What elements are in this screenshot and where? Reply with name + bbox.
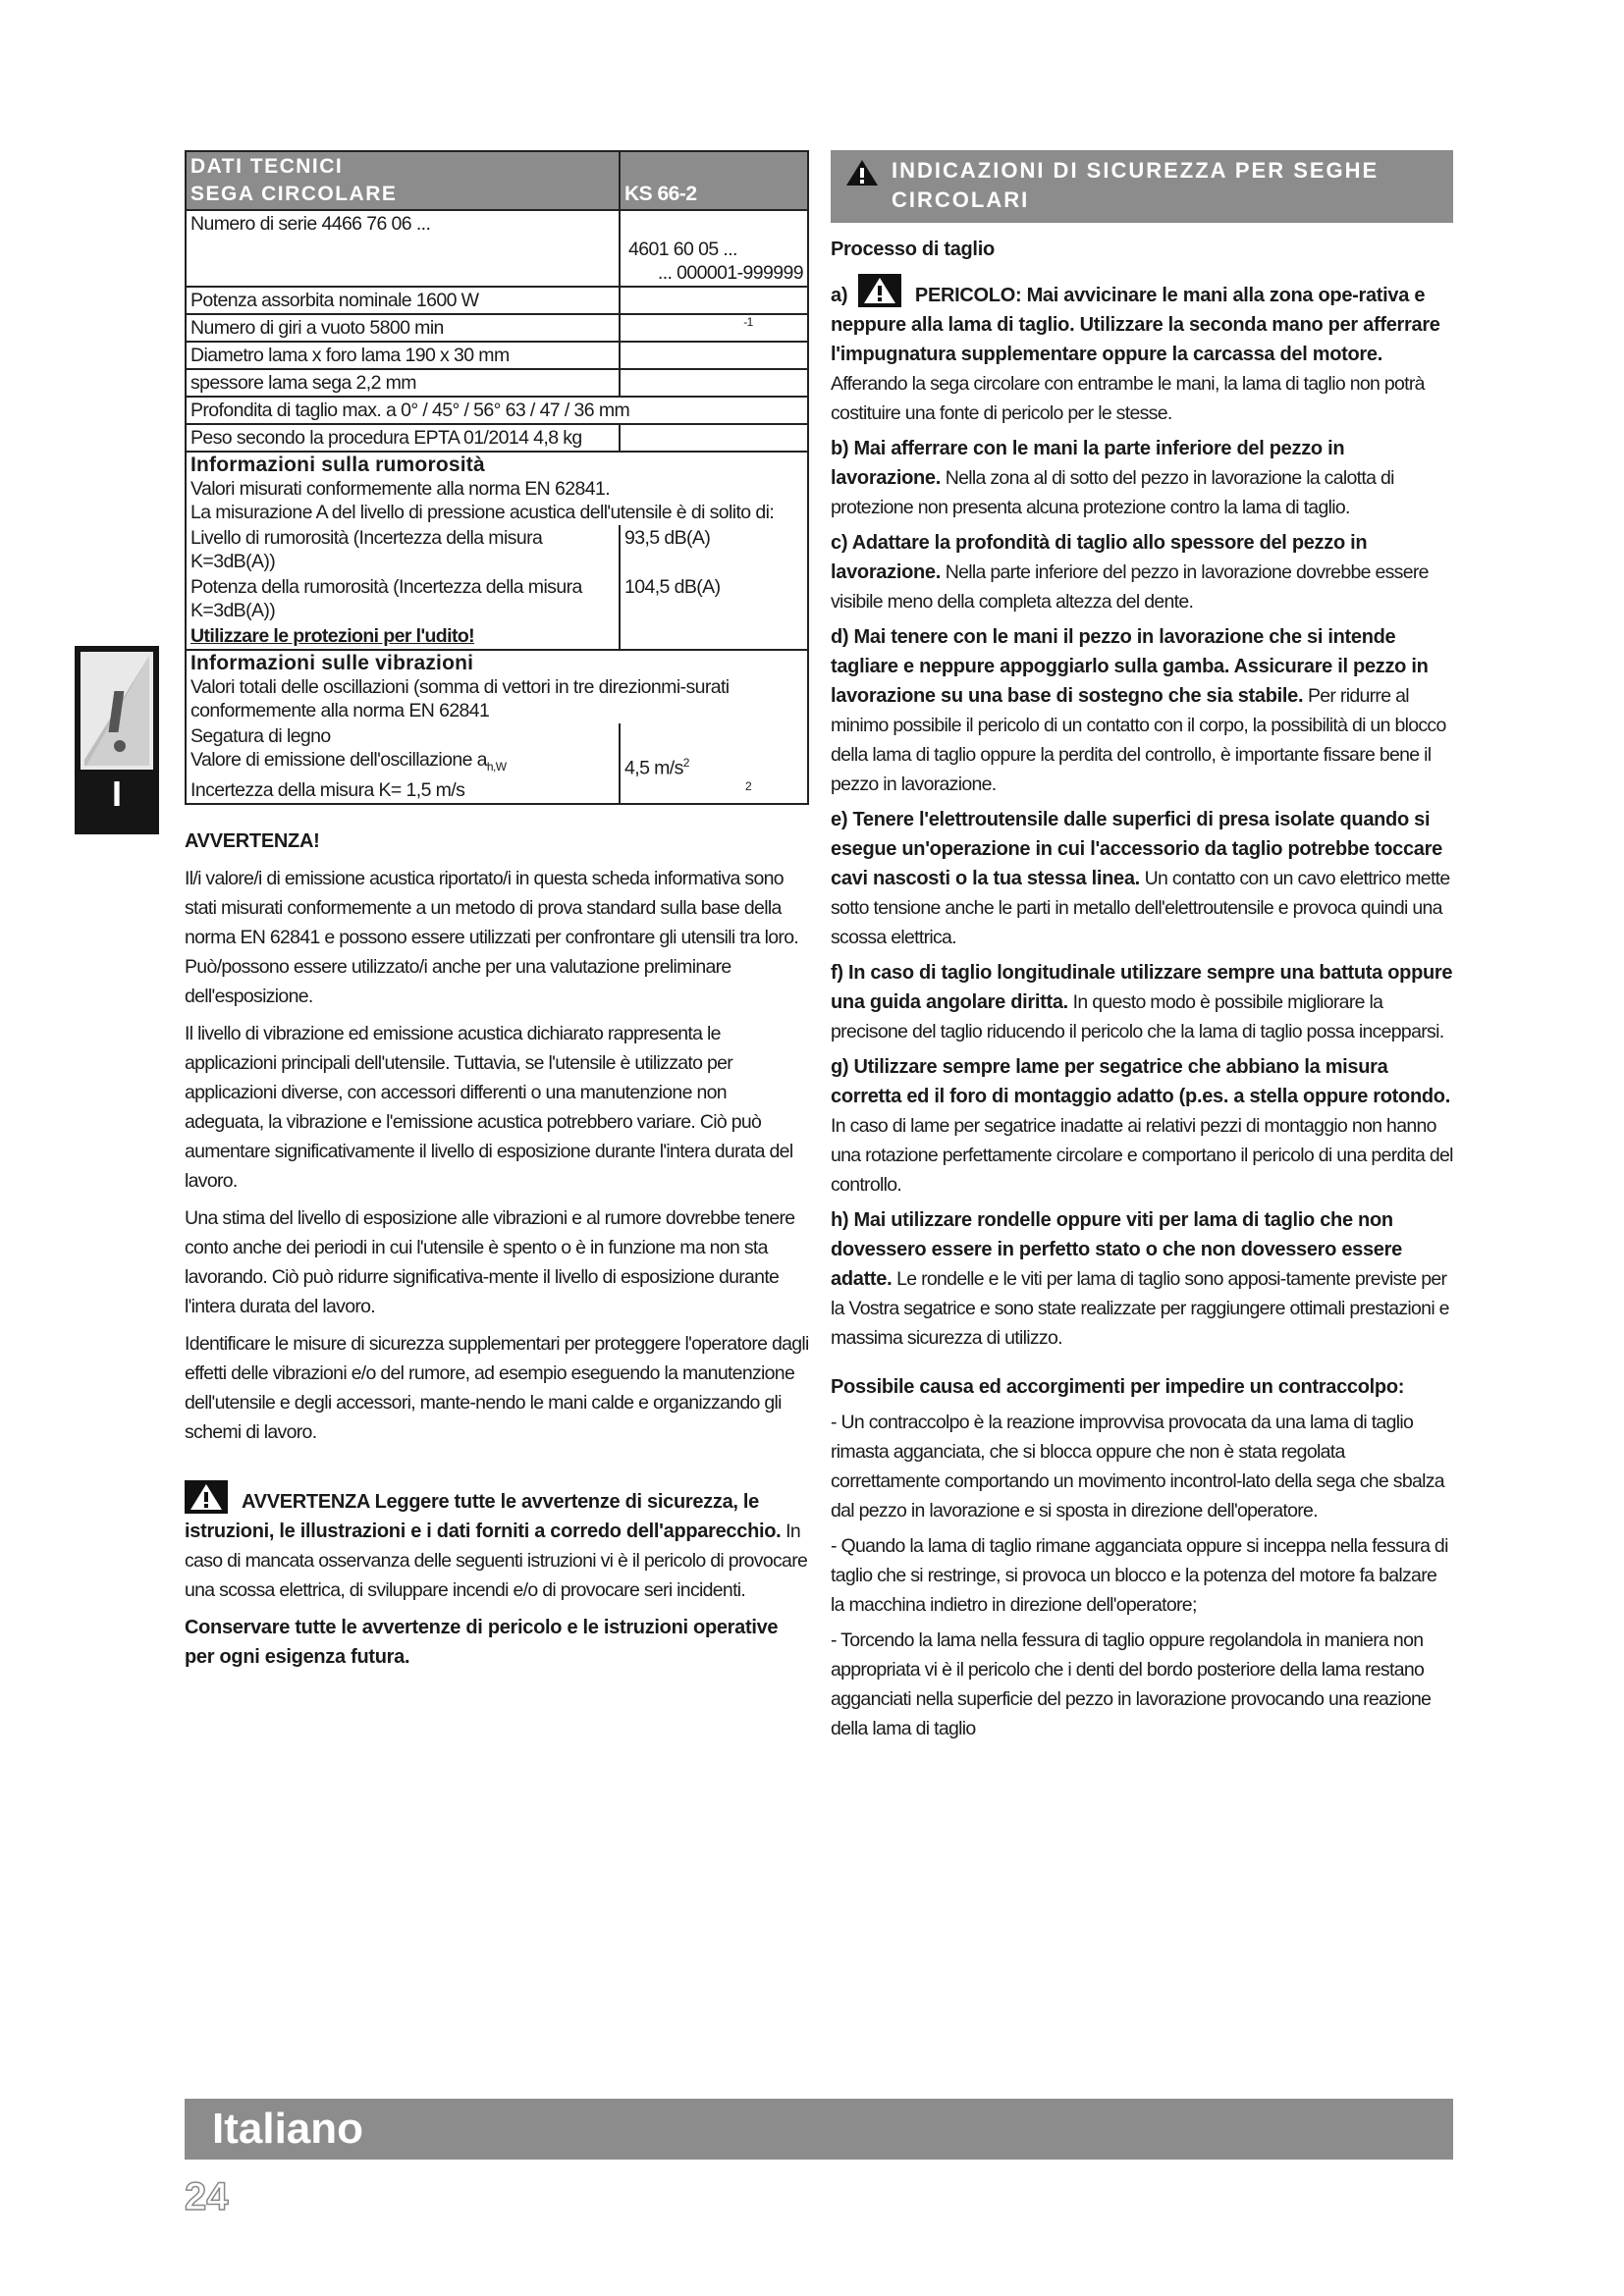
general-warning-bold: AVVERTENZA Leggere tutte le avvertenze di sicurezza, le istruzioni, le illustrazioni e i dati forniti a corredo dell'apparecchio. (185, 1490, 782, 1542)
footer-language: Italiano (212, 2105, 364, 2153)
uncertainty-label: Incertezza della misura K= 1,5 m/s (190, 778, 465, 801)
noise-section (186, 452, 808, 525)
paragraph: Identificare le misure di sicurezza supplementari per proteggere l'operatore dagli effetti delle vibrazioni e/o del rumore, ad esempio eseguendo la manutenzione dell'utensile e degli accessori, mante-nendo le mani calde e organizzando gli schemi di lavoro. (185, 1332, 809, 1443)
emission-label (190, 748, 615, 778)
noise-title: Informazioni sulla rumorosità (190, 454, 485, 476)
language-code: I (111, 774, 122, 814)
kickback-item: - Un contraccolpo è la reazione improvvisa provocata da una lama di taglio rimasta agganciata, che si blocca oppure che non è stata regolata correttamente comportando un movimento incontrol-lato della sega che sbalza dal pezzo in lavorazione e si sposta in direzione dell'operatore. (831, 1412, 1444, 1522)
left-column (185, 150, 809, 1680)
row-label: Diametro lama x foro lama 190 x 30 mm (186, 342, 620, 369)
serial-value (620, 210, 808, 287)
table-row (186, 723, 808, 804)
serial-value-2: ... 000001-999999 (657, 262, 803, 284)
vibration-values-labels (186, 723, 620, 804)
rule-c-bold: c) Adattare la profondità di taglio allo spessore del pezzo in lavorazione. (831, 532, 1368, 583)
table-title-line-2: SEGA CIRCOLARE (190, 183, 398, 205)
row-label: Peso secondo la procedura EPTA 01/2014 4,8 kg (186, 424, 620, 452)
table-title-line-1: DATI TECNICI (190, 155, 344, 178)
rule-g-text: In caso di lame per segatrice inadatte ai relativi pezzi di montaggio non hanno una rotazione perfettamente circolare e comportano il pericolo di una perdita del controllo. (831, 1115, 1453, 1196)
footer-language-bar (185, 2099, 1453, 2160)
noise-text-1: Valori misurati conformemente alla norma EN 62841. (190, 478, 611, 500)
rule-a-bold: PERICOLO: Mai avvicinare le mani alla zona ope-rativa e neppure alla lama di taglio. Utilizzare la seconda mano per afferrare l'impugnatura supplementare oppure la carcassa del motore. (831, 285, 1440, 365)
noise-text-2: La misurazione A del livello di pressione acustica dell'utensile è di solito di: (190, 502, 775, 523)
row-value (620, 424, 808, 452)
technical-data-table (185, 150, 809, 805)
paragraph: Una stima del livello di esposizione alle vibrazioni e al rumore dovrebbe tenere conto anche dei periodi in cui l'utensile è spento o è in funzione ma non sta lavorando. Ciò può ridurre significativa-mente il livello di esposizione durante l'intera durata del lavoro. (185, 1206, 795, 1317)
rule-f-bold: f) In caso di taglio longitudinale utilizzare sempre una battuta oppure una guida angolare diritta. (831, 962, 1453, 1013)
language-side-tab (75, 646, 159, 834)
rule-g (831, 1052, 1453, 1200)
table-row (186, 623, 808, 650)
vibration-values (620, 723, 808, 804)
emission-value: 4,5 m/s (624, 757, 683, 779)
noise-info (186, 452, 808, 525)
rule-a (831, 274, 1453, 428)
table-title (186, 151, 620, 210)
warning-icon (858, 274, 901, 307)
kickback-item: - Torcendo la lama nella fessura di taglio oppure regolandola in maniera non appropriata vi è il pericolo che i denti del bordo posteriore della lama restano agganciati nella superficie del pezzo in lavorazione provocando una reazione della lama di taglio (831, 1629, 1432, 1739)
model-name: KS 66-2 (620, 151, 808, 210)
rule-h-bold: h) Mai utilizzare rondelle oppure viti per lama di taglio che non dovessero essere in perfetto stato o che non dovessero essere adatte. (831, 1209, 1402, 1290)
vibration-section (186, 650, 808, 723)
row-label: Profondita di taglio max. a 0° / 45° / 56° 63 / 47 / 36 mm (186, 397, 808, 424)
row-label: Numero di giri a vuoto 5800 min (186, 314, 620, 342)
rule-b (831, 434, 1453, 522)
rule-c-text: Nella parte inferiore del pezzo in lavorazione dovrebbe essere visibile meno della completa altezza del dente. (831, 561, 1429, 613)
rule-b-text: Nella zona al di sotto del pezzo in lavorazione la calotta di protezione non presenta alcuna protezione contro la lama di taglio. (831, 467, 1394, 518)
emission-superscript: 2 (682, 756, 689, 770)
right-column (831, 150, 1453, 1749)
table-header-row (186, 151, 808, 210)
page-number: 24 (185, 2175, 229, 2218)
rule-f (831, 958, 1453, 1046)
rule-d (831, 622, 1453, 799)
paragraph: Il/i valore/i di emissione acustica riportato/i in questa scheda informativa sono stati misurati conformemente a un metodo di prova standard sulla base della norma EN 62841 e possono essere utilizzati per confrontare gli utensili tra loro. Può/possono essere utilizzato/i anche per una valutazione preliminare dell'esposizione. (185, 867, 799, 1007)
serial-value-1: 4601 60 05 ... (628, 239, 737, 260)
safety-header-title: INDICAZIONI DI SICUREZZA PER SEGHE CIRCOLARI (892, 158, 1380, 212)
kickback-item: - Quando la lama di taglio rimane agganciata oppure si inceppa nella fessura di taglio che si restringe, si provoca un blocco e la potenza del motore fa balzare la macchina indietro in direzione dell'operatore; (831, 1535, 1448, 1616)
rule-h (831, 1205, 1453, 1353)
rule-g-bold: g) Utilizzare sempre lame per segatrice che abbiano la misura corretta ed il foro di montaggio adatto (p.es. a stella oppure rotondo. (831, 1056, 1450, 1107)
table-row (186, 424, 808, 452)
rule-h-text: Le rondelle e le viti per lama di taglio sono apposi-tamente previste per la Vostra segatrice e sono state realizzate per raggiungere ottimali prestazioni e massima sicurezza di utilizzo. (831, 1268, 1449, 1349)
rule-e-text: Un contatto con un cavo elettrico mette sotto tensione anche le parti in metallo dell'elettroutensile e provoca quindi una scossa elettrica. (831, 868, 1450, 948)
vibration-info (186, 650, 808, 723)
emission-label-text: Valore di emissione dell'oscillazione a (190, 749, 487, 771)
row-label: Potenza assorbita nominale 1600 W (186, 287, 620, 314)
noise-power-label: Potenza della rumorosità (Incertezza della misura K=3dB(A)) (186, 574, 620, 623)
row-value (620, 314, 808, 342)
row-value (620, 369, 808, 397)
safety-header (831, 150, 1453, 223)
rule-b-bold: b) Mai afferrare con le mani la parte inferiore del pezzo in lavorazione. (831, 438, 1345, 489)
table-row (186, 287, 808, 314)
warning-graphic (81, 652, 153, 770)
vibration-text: Valori totali delle oscillazioni (somma di vettori in tre direzionmi-surati conformemente alla norma EN 62841 (190, 676, 730, 721)
rule-c (831, 528, 1453, 616)
noise-level-label: Livello di rumorosità (Incertezza della misura K=3dB(A)) (186, 525, 620, 574)
rule-a-prefix: a) (831, 285, 848, 306)
table-row (186, 369, 808, 397)
warning-icon (840, 156, 884, 189)
table-row (186, 342, 808, 369)
process-title-text: Processo di taglio (831, 239, 995, 260)
uncertainty-superscript: 2 (744, 778, 752, 793)
warning-icon (185, 1480, 228, 1514)
general-warning (185, 1480, 809, 1605)
table-row (186, 210, 808, 287)
vibration-title: Informazioni sulle vibrazioni (190, 652, 474, 674)
table-row (186, 397, 808, 424)
wood-cutting-label: Segatura di legno (190, 725, 331, 747)
process-title (831, 235, 1453, 264)
kickback-title-text: Possibile causa ed accorgimenti per impedire un contraccolpo: (831, 1376, 1405, 1398)
table-row (186, 574, 808, 623)
row-value (620, 623, 808, 650)
noise-level-value: 93,5 dB(A) (620, 525, 808, 574)
rule-a-text: Afferando la sega circolare con entrambe le mani, la lama di taglio non potrà costituire una fonte di pericolo per le stesse. (831, 373, 1425, 424)
serial-label: Numero di serie 4466 76 06 ... (186, 210, 620, 287)
table-row (186, 525, 808, 574)
keep-instructions: Conservare tutte le avvertenze di pericolo e le istruzioni operative per ogni esigenza futura. (185, 1616, 779, 1668)
row-value (620, 342, 808, 369)
emission-subscript: h,W (486, 759, 507, 774)
kickback-title (831, 1372, 1453, 1402)
rule-e-bold: e) Tenere l'elettroutensile dalle superfici di presa isolate quando si esegue un'operazione in cui l'accessorio da taglio potrebbe toccare cavi nascosti o la tua stessa linea. (831, 809, 1442, 889)
rule-f-text: In questo modo è possibile migliorare la precisone del taglio riducendo il pericolo che la lama di taglio possa incepparsi. (831, 991, 1444, 1042)
ear-protection-note: Utilizzare le protezioni per l'udito! (186, 623, 620, 650)
warning-heading: AVVERTENZA! (185, 829, 320, 852)
row-label: spessore lama sega 2,2 mm (186, 369, 620, 397)
row-value (620, 287, 808, 314)
rule-d-text: Per ridurre al minimo possibile il pericolo di un contatto con il corpo, la possibilità di un blocco della lama di taglio oppure la perdita del controllo, è importante fissare bene il pezzo in lavorazione. (831, 685, 1446, 795)
paragraph: Il livello di vibrazione ed emissione acustica dichiarato rappresenta le applicazioni principali dell'utensile. Tuttavia, se l'utensile è utilizzato per applicazioni diverse, con accessori differenti o una manutenzione non adeguata, la vibrazione e l'emissione acustica potrebbero variare. Ciò può aumentare significativamente il livello di esposizione durante l'intera durata del lavoro. (185, 1022, 793, 1192)
rule-d-bold: d) Mai tenere con le mani il pezzo in lavorazione che si intende tagliare e neppure appoggiarlo sulla gamba. Assicurare il pezzo in lavorazione su una base di sostegno che sia stabile. (831, 626, 1429, 707)
general-warning-text: In caso di mancata osservanza delle seguenti istruzioni vi è il pericolo di provocare una scossa elettrica, di sviluppare incendi e/o di provocare seri incidenti. (185, 1520, 808, 1601)
noise-power-value: 104,5 dB(A) (620, 574, 808, 623)
rule-e (831, 805, 1453, 952)
table-row (186, 314, 808, 342)
superscript: -1 (743, 315, 753, 329)
